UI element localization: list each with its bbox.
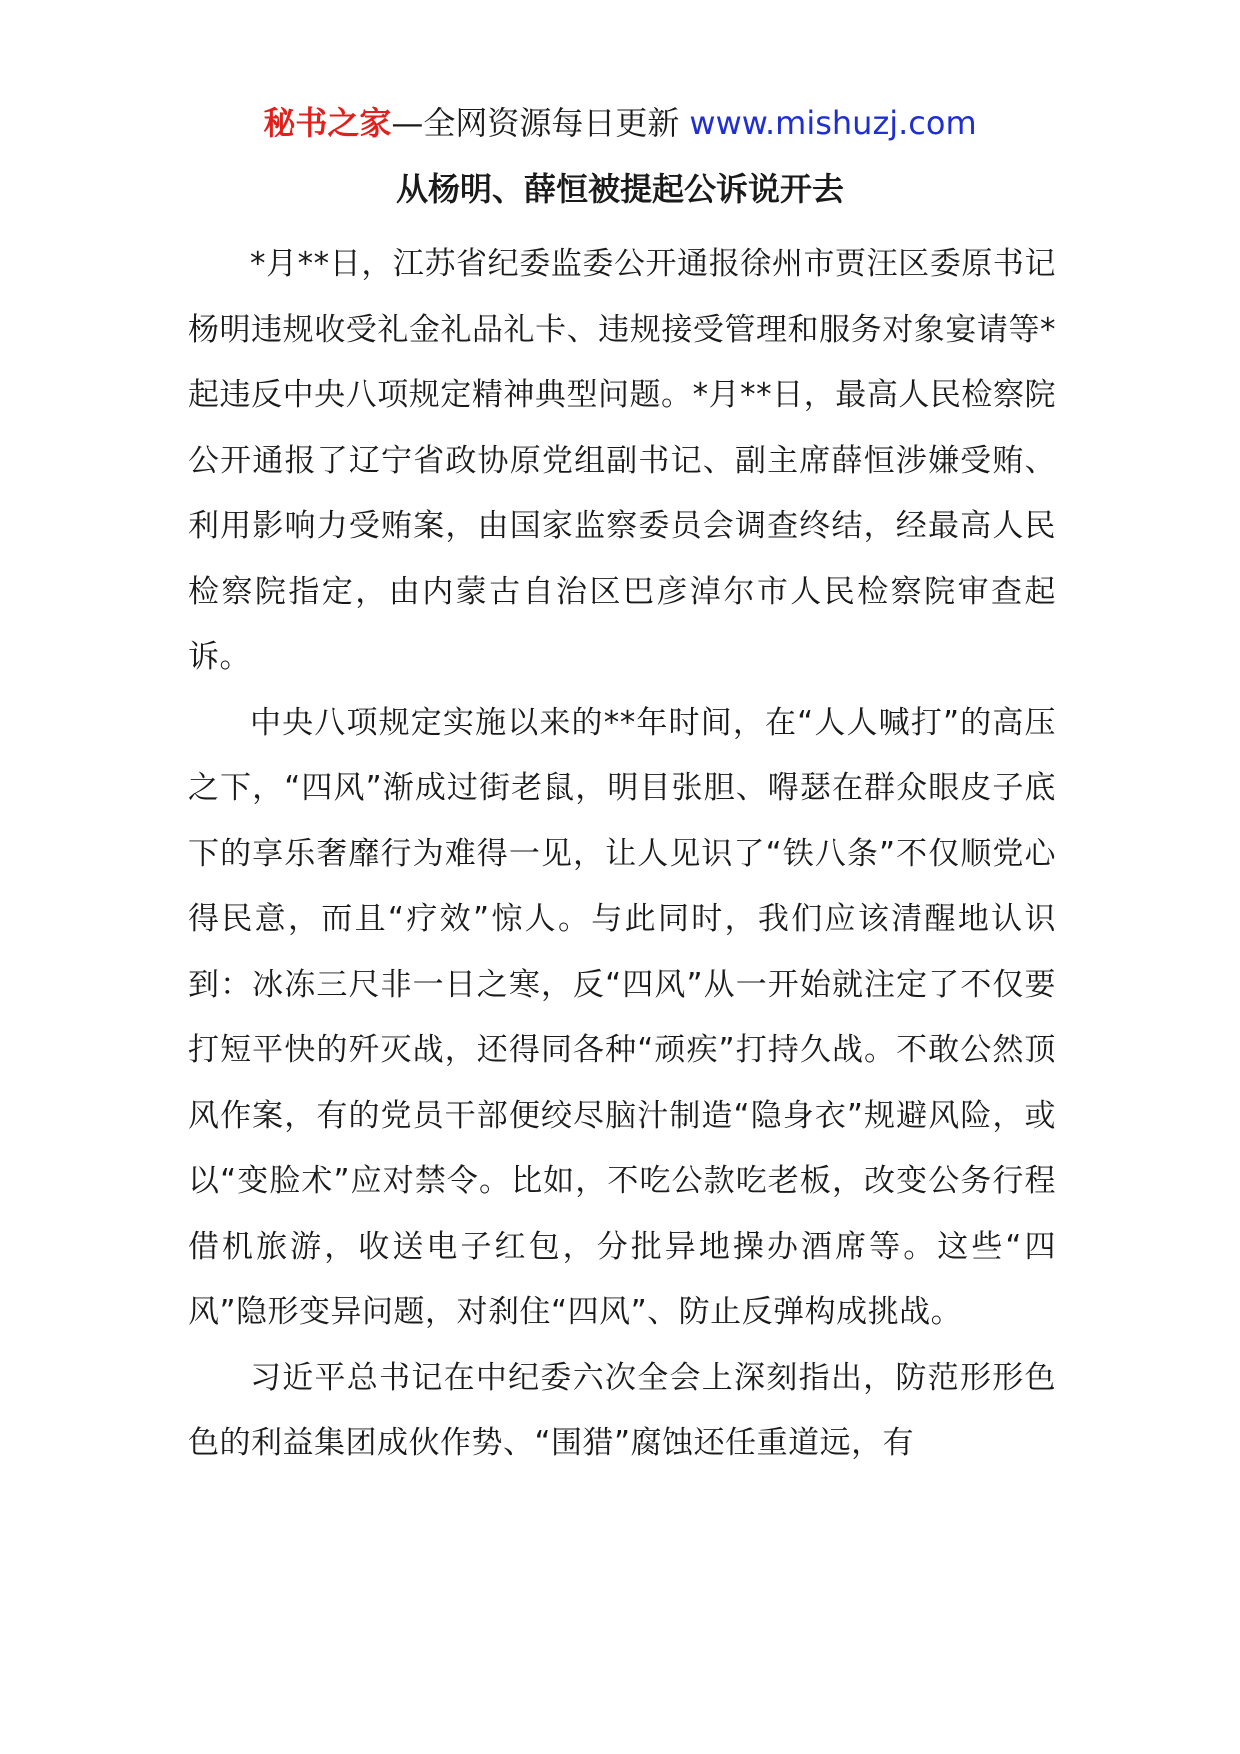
site-brand: 秘书之家	[263, 104, 392, 142]
paragraph: *月**日，江苏省纪委监委公开通报徐州市贾汪区委原书记杨明违规收受礼金礼品礼卡、违规接受管理和服务对象宴请等*起违反中央八项规定精神典型问题。*月**日，最高人民检察院公开通报了辽宁省政协原党组副书记、副主席薛恒涉嫌受贿、利用影响力受贿案，由国家监察委员会调查终结，经最高人民检察院指定，由内蒙古自治区巴彦淖尔市人民检察院审查起诉。	[188, 246, 1056, 675]
document-title: 从杨明、薛恒被提起公诉说开去	[395, 170, 844, 208]
document-body	[188, 232, 1056, 1477]
site-tagline: —全网资源每日更新	[391, 104, 680, 142]
paragraph: 中央八项规定实施以来的**年时间，在“人人喊打”的高压之下，“四风”渐成过街老鼠，明目张胆、嘚瑟在群众眼皮子底下的享乐奢靡行为难得一见，让人见识了“铁八条”不仅顺党心得民意，而且“疗效”惊人。与此同时，我们应该清醒地认识到：冰冻三尺非一日之寒，反“四风”从一开始就注定了不仅要打短平快的歼灭战，还得同各种“顽疾”打持久战。不敢公然顶风作案，有的党员干部便绞尽脑汁制造“隐身衣”规避风险，或以“变脸术”应对禁令。比如，不吃公款吃老板，改变公务行程借机旅游，收送电子红包，分批异地操办酒席等。这些“四风”隐形变异问题，对刹住“四风”、防止反弹构成挑战。	[188, 704, 1056, 1330]
site-url-link[interactable]: www.mishuzj.com	[689, 104, 977, 142]
paragraph: 习近平总书记在中纪委六次全会上深刻指出，防范形形色色的利益集团成伙作势、“围猎”腐蚀还任重道远，有	[188, 1359, 1056, 1461]
site-header	[0, 100, 1240, 146]
